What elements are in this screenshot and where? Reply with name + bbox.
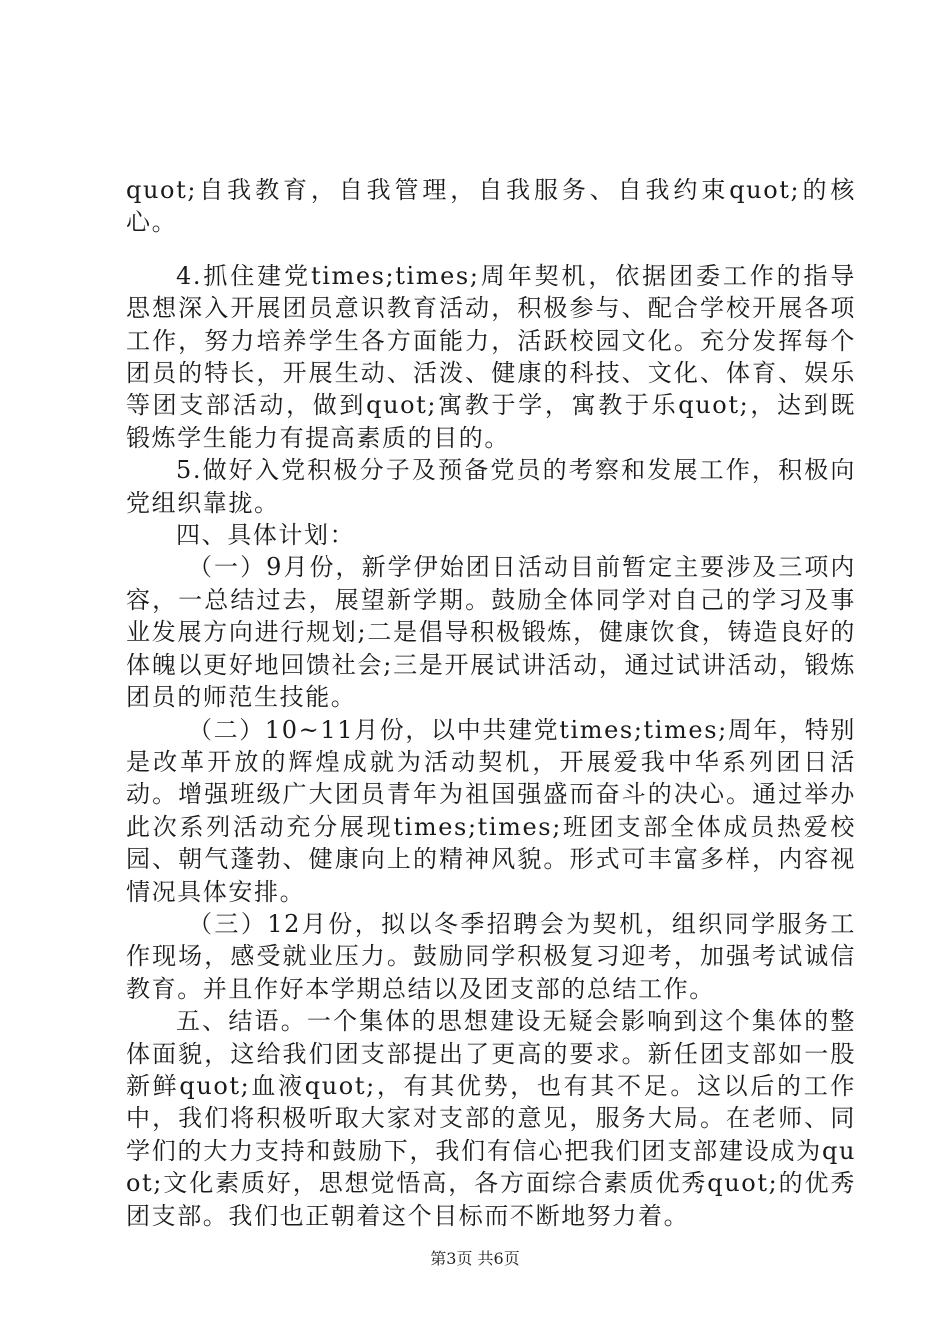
paragraph-continuation: quot;自我教育，自我管理，自我服务、自我约束quot;的核心。 (126, 176, 856, 237)
paragraph-plan-october-november: （二）10~11月份，以中共建党times;times;周年，特别是改革开放的辉煌成就为活动契机，开展爱我中华系列团日活动。增强班级广大团员青年为祖国强盛而奋斗的决心。通过举办此次系列活动充分展现times;times;班团支部全体成员热爱校园、朝气蓬勃、健康向上的精神风貌。形式可丰富多样，内容视情况具体安排。 (126, 715, 856, 906)
paragraph-plan-december: （三）12月份，拟以冬季招聘会为契机，组织同学服务工作现场，感受就业压力。鼓励同学积极复习迎考，加强考试诚信教育。并且作好本学期总结以及团支部的总结工作。 (126, 909, 856, 1003)
section-heading-plan: 四、具体计划： (176, 521, 356, 550)
paragraph-item-4: 4.抓住建党times;times;周年契机，依据团委工作的指导思想深入开展团员意识教育活动，积极参与、配合学校开展各项工作，努力培养学生各方面能力，活跃校园文化。充分发挥每个团员的特长，开展生动、活泼、健康的科技、文化、体育、娱乐等团支部活动，做到quot;寓教于学，寓教于乐quot;，达到既锻炼学生能力有提高素质的目的。 (126, 261, 856, 452)
paragraph-conclusion: 五、结语。一个集体的思想建设无疑会影响到这个集体的整体面貌，这给我们团支部提出了更高的要求。新任团支部如一股新鲜quot;血液quot;，有其优势，也有其不足。这以后的工作中，我们将积极听取大家对支部的意见，服务大局。在老师、同学们的大力支持和鼓励下，我们有信心把我们团支部建设成为quot;文化素质好，思想觉悟高，各方面综合素质优秀quot;的优秀团支部。我们也正朝着这个目标而不断地努力着。 (126, 1007, 856, 1230)
document-body (126, 174, 856, 1232)
paragraph-item-5: 5.做好入党积极分子及预备党员的考察和发展工作，积极向党组织靠拢。 (126, 456, 856, 517)
page-number-footer: 第3页 共6页 (430, 1249, 520, 1268)
paragraph-plan-september: （一）9月份，新学伊始团日活动目前暂定主要涉及三项内容，一总结过去，展望新学期。鼓励全体同学对自己的学习及事业发展方向进行规划;二是倡导积极锻炼，健康饮食，铸造良好的体魄以更好地回馈社会;三是开展试讲活动，通过试讲活动，锻炼团员的师范生技能。 (126, 553, 856, 712)
